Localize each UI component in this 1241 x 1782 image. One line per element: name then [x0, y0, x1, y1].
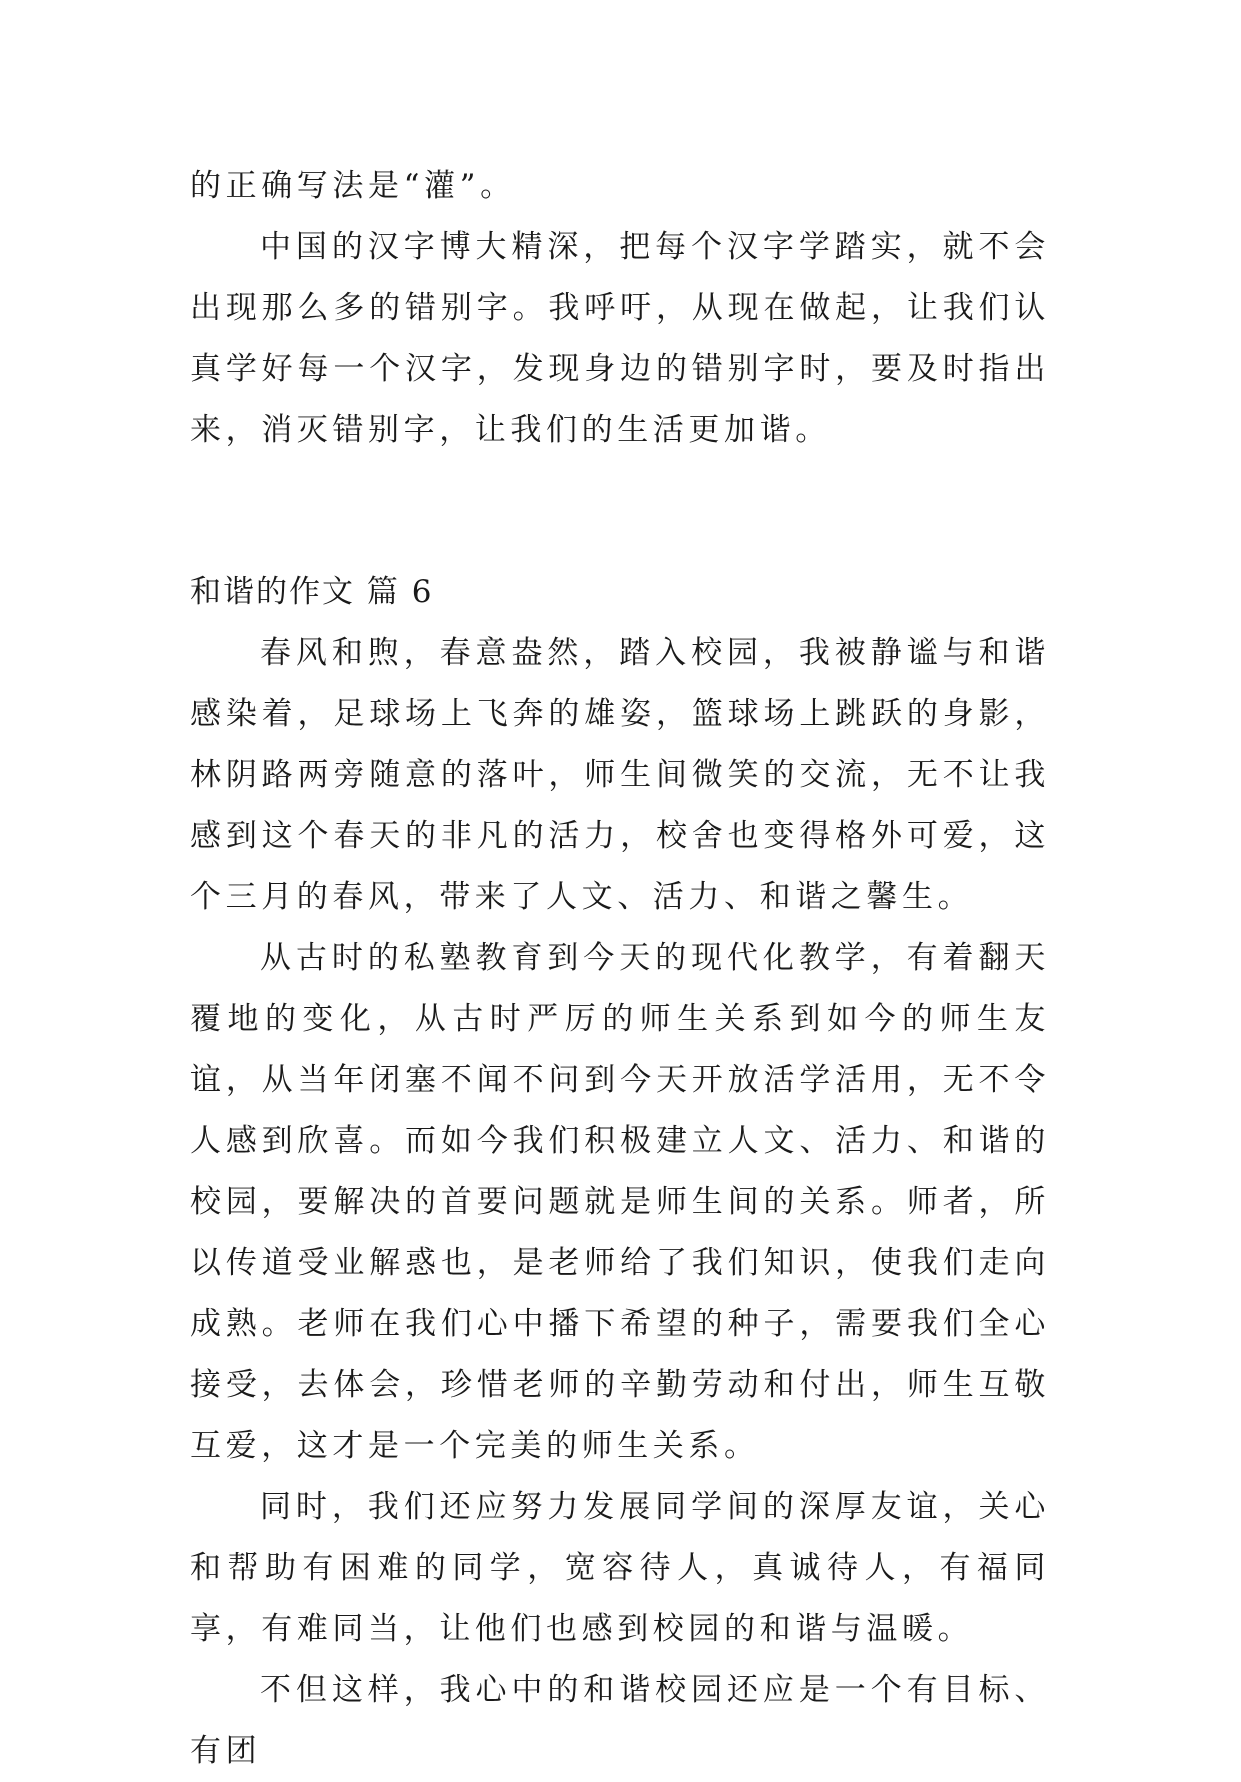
paragraph-classmates: 同时，我们还应努力发展同学间的深厚友谊，关心和帮助有困难的同学，宽容待人，真诚待人，有福同享，有难同当，让他们也感到校园的和谐与温暖。 — [190, 1489, 1050, 1647]
document-body — [190, 156, 1050, 1782]
paragraph-continuation: 的正确写法是“灌”。 — [190, 168, 516, 204]
paragraph-harmonious-campus: 不但这样，我心中的和谐校园还应是一个有目标、有团 — [190, 1672, 1050, 1769]
paragraph-teacher-student: 从古时的私塾教育到今天的现代化教学，有着翻天覆地的变化，从古时严厉的师生关系到如今的师生友谊，从当年闭塞不闻不问到今天开放活学活用，无不令人感到欣喜。而如今我们积极建立人文、活力、和谐的校园，要解决的首要问题就是师生间的关系。师者，所以传道受业解惑也，是老师给了我们知识，使我们走向成熟。老师在我们心中播下希望的种子，需要我们全心接受，去体会，珍惜老师的辛勤劳动和付出，师生互敬互爱，这才是一个完美的师生关系。 — [190, 940, 1050, 1464]
section-heading: 和谐的作文 篇 6 — [190, 574, 434, 610]
paragraph-spring-campus: 春风和煦，春意盎然，踏入校园，我被静谧与和谐感染着，足球场上飞奔的雄姿，篮球场上跳跃的身影，林阴路两旁随意的落叶，师生间微笑的交流，无不让我感到这个春天的非凡的活力，校舍也变得格外可爱，这个三月的春风，带来了人文、活力、和谐之馨生。 — [190, 635, 1050, 915]
paragraph-conclusion: 中国的汉字博大精深，把每个汉字学踏实，就不会出现那么多的错别字。我呼吁，从现在做起，让我们认真学好每一个汉字，发现身边的错别字时，要及时指出来，消灭错别字，让我们的生活更加谐。 — [190, 229, 1050, 448]
